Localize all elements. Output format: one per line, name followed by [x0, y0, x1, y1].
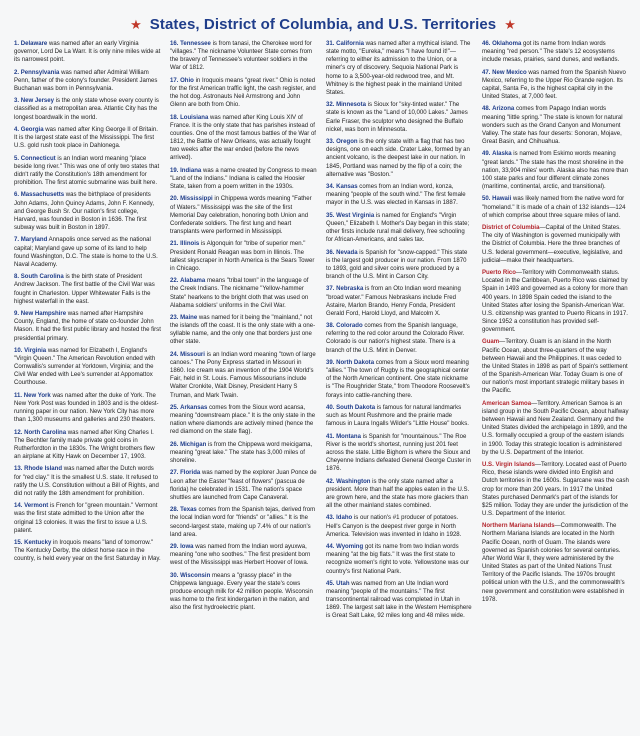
entry — [482, 461, 629, 518]
entry-name: Washington — [336, 478, 371, 485]
entry — [14, 392, 161, 425]
entry — [482, 40, 629, 64]
entry-number: 41. — [326, 433, 335, 440]
entry — [170, 441, 317, 465]
entry-number: 47. — [482, 69, 491, 76]
entry-text: was named by the explorer Juan Ponce de Leon after the Easter "feast of flowers" (pascua de florida) he celebrated in 1531. The nation's space shuttles are launched from Cape Canaveral. — [170, 470, 317, 501]
entry — [170, 277, 317, 310]
entry — [170, 404, 317, 437]
entry-name: Michigan — [180, 441, 207, 448]
entry-name: Wyoming — [336, 544, 364, 551]
entry — [170, 351, 317, 400]
entry-text: was named from the Spanish Nuevo Mexico, referring to the Upper Rio Grande region. Its capital, Santa Fe, is the highest capital city in the United States, at 7,000 feet. — [482, 69, 626, 101]
entry-name: Wisconsin — [180, 572, 211, 579]
entry-text: is the only state whose every county is classified as a metropolitan area. Atlantic City has the longest boardwalk in the world. — [14, 98, 159, 121]
entry-text: was named from the Indian word ayuxwa, meaning "one who soothes." The first president born west of the Mississippi was Herbert Hoover of Iowa. — [170, 544, 311, 567]
entry-name: Nebraska — [336, 286, 364, 293]
entry — [326, 433, 473, 474]
entry-number: 19. — [170, 167, 179, 174]
entry-number: 24. — [170, 351, 179, 358]
entry-name: Kentucky — [24, 540, 52, 547]
entry-text: in Iroquois means "land of tomorrow." The Kentucky Derby, the oldest horse race in the country, is held every year on the first Saturday in May. — [14, 540, 161, 563]
entry-name: Minnesota — [336, 102, 366, 109]
entry — [482, 69, 629, 102]
title-row — [14, 10, 632, 38]
entry-number: 6. — [14, 192, 20, 199]
entry-name: Hawaii — [492, 196, 512, 203]
entry-name: Massachusetts — [20, 192, 65, 199]
entry-text: is named from Eskimo words meaning "great lands." The state has the most shoreline in the nation, 33,904 miles' worth. Alaska also has more than 100 state parks and four different climate zones (maritime, continental, arctic, and transitional). — [482, 151, 629, 191]
entry-number: 10. — [14, 347, 23, 354]
entry-name: South Dakota — [336, 404, 376, 411]
entry-text: —Territory. Guam is an island in the North Pacific Ocean, about three-quarters of the way between Hawaii and the Philippines. It was ceded to the United States in 1898 as part of Spain's settlement of the Spanish-American War. Today Guam is one of our nation's most important strategic military bases in the Pacific. — [482, 339, 628, 395]
entry-text: is named for England's "Virgin Queen," Elizabeth I. Mother's Day began in this state; other firsts include rural mail delivery, free schooling for African-Americans, and sales tax. — [326, 212, 470, 244]
entry — [14, 273, 161, 306]
entry-text: was named after Hampshire County, England, the home of state co-founder John Mason. It had the first public library and hosted the first presidential primary. — [14, 311, 161, 342]
entry — [14, 236, 161, 269]
entry-name: Colorado — [336, 323, 363, 330]
entry — [170, 114, 317, 163]
entry-text: —Commonwealth. The Northern Mariana Islands are located in the North Pacific Ocean, north of Guam. The islands were governed as Spanish colonies for several centuries. After World War II, they were administered by the United States as part of the United Nations Trust Territory of the Pacific Islands. The 1970s brought political union with the U.S., and the commonwealth's new government and constitution were established in 1978. — [482, 523, 625, 603]
entry-name: Utah — [336, 580, 350, 587]
entry-number: 46. — [482, 41, 491, 47]
entry — [482, 269, 629, 334]
entry-number: 32. — [326, 102, 335, 109]
entry-number: 18. — [170, 114, 179, 121]
star-right-icon: ★ — [504, 16, 516, 32]
entry-text: —Territory with Commonwealth status. Located in the Caribbean, Puerto Rico was claimed by Spain in 1493 and governed as a colony for more than 400 years. In 1898 Spain ceded the island to the United States after losing the Spanish-American War. U.S. citizenship was granted to Puerto Ricans in 1917. Since 1952 a constitution has provided self-government. — [482, 270, 628, 334]
entry-name: California — [336, 41, 364, 47]
entry-name: Guam — [482, 339, 500, 346]
entry — [482, 195, 629, 219]
entry-text: is the only state with a flag that has two designs, one on each side. Crater Lake, formed by an ancient volcano, is the deepest lake in our nation. In 1845, Portland was named by the flip of a coin; the alternative was "Boston." — [326, 139, 470, 178]
entry-text: comes from the Spanish tejas, derived from the local Indian word for "friends" or "allies." It is the second-largest state, making up 7.4% of our nation's land area. — [170, 507, 316, 538]
entry-name: Virginia — [24, 347, 47, 354]
entry-number: 37. — [326, 286, 335, 293]
entry-text: —Territory. American Samoa is an island group in the South Pacific Ocean, about halfway between Hawaii and New Zealand. Germany and the United States divided the archipelago in 1899, and the U.S. formally occupied a group of the eastern islands in 1900. Today this strategic location is administered by the U.S. Department of the Interior. — [482, 400, 629, 456]
entry — [14, 69, 161, 93]
entry-number: 3. — [14, 98, 20, 105]
entry-text: was named after King George II of Britain. It is the largest state east of the Mississippi. The first U.S. gold rush took place in Dahlonega. — [14, 126, 158, 150]
entry-name: Vermont — [24, 503, 49, 510]
entry-number: 50. — [482, 196, 491, 203]
entry — [14, 155, 161, 188]
entry — [170, 314, 317, 347]
entry-text: is Algonquin for "tribe of superior men." President Ronald Reagan was born in Illinois. The tallest skyscraper in North America is the Sears Tower in Chicago. — [170, 241, 315, 272]
entry-text: is French for "green mountain." Vermont was the first state admitted to the Union after the original 13 colonies. It was the first to issue a U.S. patent. — [14, 503, 158, 534]
entry-name: Texas — [180, 507, 197, 514]
entry-name: North Dakota — [336, 359, 375, 366]
entry-name: Maryland — [20, 237, 48, 244]
entry-name: Illinois — [180, 241, 200, 248]
entry-number: 11. — [14, 392, 23, 399]
entry-number: 2. — [14, 69, 20, 76]
entry — [326, 249, 473, 282]
entry-text: was named for Elizabeth I, England's "Virgin Queen." The American Revolution ended with Cornwallis's surrender at Yorktown, Virginia; and the Civil War ended with Lee's surrender at Appomattox Courthouse. — [14, 347, 156, 387]
entry-number: 39. — [326, 359, 335, 366]
entry-number: 25. — [170, 404, 179, 411]
column-2 — [170, 40, 317, 625]
entry-name: Arkansas — [180, 404, 208, 411]
entry-number: 17. — [170, 77, 179, 84]
entry-number: 49. — [482, 151, 491, 158]
entry-number: 29. — [170, 544, 179, 551]
entry-number: 15. — [14, 540, 23, 547]
column-1 — [14, 40, 161, 625]
entry-number: 16. — [170, 41, 179, 47]
entry-name: Florida — [180, 470, 201, 477]
entry-number: 23. — [170, 315, 179, 321]
entry-name: New York — [23, 392, 51, 399]
entry-number: 40. — [326, 404, 335, 411]
entry-number: 38. — [326, 323, 335, 330]
entry — [170, 469, 317, 502]
entry — [326, 478, 473, 511]
entry — [14, 502, 161, 535]
entry-number: 28. — [170, 507, 179, 514]
entry-name: Arizona — [492, 106, 515, 113]
entry — [170, 506, 317, 539]
entry-text: is famous for natural landmarks such as Mount Rushmore and the prairie made famous in Laura Ingalls Wilder's "Little House" books. — [326, 404, 469, 428]
entry — [14, 191, 161, 232]
entry-text: is the birth state of President Andrew Jackson. The first battle of the Civil War was fought in Charleston. Upper Whitewater Falls is the highest waterfall in the east. — [14, 274, 155, 305]
entry-number: 12. — [14, 429, 23, 436]
entry — [482, 105, 629, 146]
entry-name: Rhode Island — [24, 466, 63, 473]
entry — [326, 543, 473, 576]
entry-text: comes from an Indian word, konza, meaning "people of the south wind." The first female mayor in the U.S. was elected in Kansas in 1887. — [326, 184, 466, 207]
entry-text: comes from the Spanish language, referring to the red color around the Colorado River. Colorado is our nation's highest state. There is a branch of the U.S. Mint in Denver. — [326, 323, 465, 354]
entry-text: is from tanasi, the Cherokee word for "villages." The nickname Volunteer State comes from the bravery of Tennessee's volunteer soldiers in the War of 1812. — [170, 41, 312, 72]
entry-text: was named for it being the "mainland," not the islands off the coast. It is the only state with a one-syllable name, and the only one that borders just one other state. — [170, 315, 316, 346]
entry-number: 21. — [170, 241, 179, 248]
entry-text: means a "grassy place" in the Chippewa language. Every year the state's cows produce enough milk for 42 million people. Wisconsin was home to the first kindergarten in the nation, and also the first hydroelectric plant. — [170, 572, 313, 612]
entry-text: comes from Papago Indian words meaning "little spring." The state is known for natural wonders such as the Grand Canyon and Monument Valley. The state has four deserts: Sonoran, Mojave, Great Basin, and Chihuahua. — [482, 106, 623, 146]
entry-name: New Jersey — [20, 98, 55, 105]
entry — [326, 359, 473, 400]
entry — [326, 40, 473, 97]
entry-text: means "tribal town" in the language of the Creek Indians. The nickname "Yellow-hammer State" hearkens to the bright cloth that was used on Alabama soldiers' uniforms in the Civil War. — [170, 278, 309, 309]
entry-name: Georgia — [20, 126, 44, 133]
entry-name: Connecticut — [20, 155, 56, 162]
entry — [170, 543, 317, 567]
entry-number: 8. — [14, 274, 20, 281]
entry — [482, 522, 629, 604]
entry-name: Alaska — [492, 151, 512, 158]
entry-name: New Hampshire — [20, 311, 67, 318]
entry — [14, 539, 161, 563]
entry-name: U.S. Virgin Islands — [482, 462, 535, 469]
entry-number: 9. — [14, 311, 20, 318]
columns — [14, 40, 632, 625]
entry-text: comes from the Sioux word acansa, meaning "downstream place." It is the only state in the nation where diamonds are actively mined (hence the red diamond on the state flag). — [170, 404, 316, 436]
entry-name: Missouri — [180, 351, 205, 358]
entry-number: 5. — [14, 155, 20, 162]
entry-number: 48. — [482, 106, 491, 113]
entry-name: Louisiana — [180, 114, 209, 121]
entry-number: 13. — [14, 466, 23, 473]
entry — [170, 240, 317, 273]
entry-name: West Virginia — [336, 212, 375, 219]
entry-name: Mississippi — [180, 196, 213, 203]
entry-name: Northern Mariana Islands — [482, 523, 555, 530]
entry-text: was named after the Dutch words for "red clay." It is the smallest U.S. state. It refused to ratify the U.S. Constitution without a Bill of Rights, and did not ratify the 18th amendment for prohibition. — [14, 466, 159, 497]
entry-number: 14. — [14, 503, 23, 510]
entry-text: was named after the duke of York. The New York Post was founded in 1803 and is the oldest-running paper in our nation. New York City has more than 1,300 museums and galleries and 230 theaters. — [14, 392, 159, 424]
entry-number: 4. — [14, 126, 20, 133]
entry-name: Pennsylvania — [20, 69, 60, 76]
entry-number: 22. — [170, 278, 179, 285]
entry-name: Indiana — [180, 167, 202, 174]
entry-text: is the only state named after a president. More than half the apples eaten in the U.S. are grown here, and the state has more glaciers than all the other mainland states combined. — [326, 478, 470, 510]
entry — [170, 572, 317, 613]
entry-number: 7. — [14, 237, 20, 244]
entry — [326, 212, 473, 245]
entry-text: was likely named from the native word for "homeland." It is made of a chain of 132 islands—124 of which comprise about three square miles of land. — [482, 196, 626, 219]
entry-number: 34. — [326, 184, 335, 191]
entry-number: 35. — [326, 212, 335, 219]
entry — [482, 150, 629, 191]
entry-name: Ohio — [180, 77, 194, 84]
entry-text: got its name from two Indian words meaning "at the big flats." It was the first state to recognize women's right to vote. Yellowstone was our country's first National Park. — [326, 544, 469, 575]
entry — [14, 429, 161, 462]
entry-name: District of Columbia — [482, 225, 540, 232]
entry — [326, 101, 473, 134]
entry-text: is our nation's #1 producer of potatoes. Hell's Canyon is the deepest river gorge in North America. Television was invented in Idaho in 1928. — [326, 515, 462, 538]
entry-text: Annapolis once served as the national capital; Maryland gave up some of its land to help found Washington, D.C. The state is home to the U.S. Naval Academy. — [14, 237, 158, 268]
entry-number: 27. — [170, 470, 179, 477]
entry-text: is Sioux for "sky-tinted water." The state is known as the "Land of 10,000 Lakes." James Earle Fraser, the sculptor who designed the Buffalo nickel, was born in Minnesota. — [326, 102, 468, 133]
page-title: States, District of Columbia, and U.S. Territories — [149, 15, 497, 33]
entry-text: was a name created by Congress to mean "Land of the Indians." Indiana is called the Hoosier State, taken from a poem written in the 1930s. — [170, 167, 317, 191]
entry-number: 36. — [326, 249, 335, 256]
entry-text: is Spanish for "snow-capped." This state is the largest gold producer in our nation. From 1870 to 1893, gold and silver coins were produced by a branch of the U.S. Mint in Carson City. — [326, 249, 468, 280]
entry — [326, 322, 473, 355]
entry-number: 33. — [326, 139, 335, 146]
entry-number: 26. — [170, 441, 179, 448]
entry — [14, 40, 161, 64]
entry-number: 43. — [326, 515, 335, 522]
entry-name: Idaho — [336, 515, 353, 522]
entry-text: was named after an early Virginia governor, Lord De La Warr. It is only nine miles wide at its narrowest point. — [14, 41, 161, 64]
entry-text: is from an Oto Indian word meaning "broad water." Famous Nebraskans include Fred Astaire, Marlon Brando, Henry Fonda, President Gerald Ford, Harold Lloyd, and Malcolm X. — [326, 286, 461, 317]
entry-text: was named after a mythical island. The state motto, "Eureka," means "I have found it!"—referring to either its admission to the Union, or a miner's cry of discovery. Sequoia National Park is home to a 3,500-year-old redwood tree, and Mt. Whitney is the highest peak in the mainland United States. — [326, 41, 471, 96]
entry-text: —Territory. Located east of Puerto Rico, these islands were divided into English and Dutch territories in the 1600s. Sugarcane was the cash crop for more than 200 years. In 1917 the United States purchased Denmark's part of the islands for $25 million. Today they are under the jurisdiction of the U.S. Department of the Interior. — [482, 462, 629, 517]
entry-name: Oklahoma — [492, 41, 522, 47]
entry-text: got its name from Indian words meaning "red person." The state's 12 ecosystems include mesas, prairies, sand dunes, and wetlands. — [482, 41, 620, 64]
entry-text: in Iroquois means "great river." Ohio is noted for the first American traffic light, the cash register, and the hot dog. Astronauts Neil Armstrong and John Glenn are both from Ohio. — [170, 77, 316, 109]
entry — [326, 514, 473, 538]
entry — [326, 183, 473, 207]
entry — [14, 465, 161, 498]
entry — [170, 195, 317, 236]
entry-text: comes from a Sioux word meaning "allies." The town of Rugby is the geographical center of the North American continent. One state nickname is "The Roughrider State," from Theodore Roosevelt's forays into cattle-ranching there. — [326, 359, 470, 399]
entry-name: American Samoa — [482, 400, 532, 407]
entry — [170, 40, 317, 73]
entry-name: Kansas — [336, 184, 358, 191]
entry-text: was named after King Charles I. The Bechtler family made private gold coins in Rutherfordton in the 1830s. The Wright brothers flew an airplane at Kitty Hawk on December 17, 1903. — [14, 429, 155, 461]
entry — [482, 338, 629, 395]
entry-name: Oregon — [336, 139, 358, 146]
entry-number: 20. — [170, 196, 179, 203]
entry-name: Iowa — [180, 544, 194, 551]
entry-text: was named from an Ute Indian word meaning "people of the mountains." The first transcontinental railroad was completed in Utah in 1869. The largest salt lake in the Western Hemisphere is Great Salt Lake, 92 miles long and 48 miles wide. — [326, 580, 472, 620]
entry-name: Montana — [336, 433, 361, 440]
entry — [14, 310, 161, 343]
entry-name: New Mexico — [492, 69, 527, 76]
entry — [326, 404, 473, 428]
column-4 — [482, 40, 629, 625]
star-left-icon: ★ — [130, 16, 142, 32]
column-3 — [326, 40, 473, 625]
entry-name: Tennessee — [180, 41, 211, 47]
entry-text: is Spanish for "mountainous." The Roe River is the world's shortest, running just 201 feet across the state. Little Bighorn is where the Sioux and Cheyenne Indians defeated General George Custer in 1876. — [326, 433, 471, 473]
entry-number: 1. — [14, 41, 20, 47]
entry — [170, 167, 317, 191]
entry — [326, 138, 473, 179]
entry-name: Maine — [180, 315, 198, 321]
entry-number: 30. — [170, 572, 179, 579]
entry-text: is an Indian word meaning "town of large canoes." The Pony Express started in Missouri in 1860. Ice cream was an invention of the 1904 World's Fair, held in St. Louis. Famous Missourians include Walter Cronkite, Walt Disney, President Harry S Truman, and Mark Twain. — [170, 351, 316, 399]
entry — [326, 285, 473, 318]
entry — [482, 400, 629, 457]
entry-text: is from the Chippewa word meicigama, meaning "great lake." The state has 3,000 miles of shoreline. — [170, 441, 313, 465]
entry-text: —Capital of the United States. The city of Washington is governed municipally with the District of Columbia. Here the three branches of U.S. federal government—executive, legislative, and judicial—make their headquarters. — [482, 225, 623, 264]
entry — [482, 224, 629, 265]
entry-text: is an Indian word meaning "place beside long river." This was one of only two states that didn't ratify the Constitution's 18th amendment for prohibition. The first atomic submarine was built here. — [14, 155, 160, 187]
entry-text: was the birthplace of presidents John Adams, John Quincy Adams, John F. Kennedy, and George Bush Sr. Our nation's first college, Harvard, was founded in Boston in 1636. The first subway was built in Boston in 1897. — [14, 192, 155, 232]
entry-name: North Carolina — [24, 429, 67, 436]
entry-text: in Chippewa words meaning "Father of Waters." Mississippi was the site of the first Memorial Day celebration, honoring both Union and Confederate soldiers. The first lung and heart transplants were performed in Mississippi. — [170, 196, 312, 236]
entry-number: 42. — [326, 478, 335, 485]
entry-name: Nevada — [336, 249, 358, 256]
entry-name: Delaware — [20, 41, 48, 47]
entry-text: was named after King Louis XIV of France. It is the only state that has parishes instead of counties. One of the most famous battles of the War of 1812, the Battle of New Orleans, was actually fought two weeks after the war ended (before the news arrived). — [170, 114, 316, 162]
entry-name: South Carolina — [20, 274, 64, 281]
entry-number: 31. — [326, 41, 335, 47]
entry — [326, 580, 473, 621]
entry-text: was named after Admiral William Penn, father of the colony's founder. President James Buchanan was born in Pennsylvania. — [14, 69, 158, 92]
entry — [14, 347, 161, 388]
entry — [14, 126, 161, 150]
entry-name: Alabama — [180, 278, 206, 285]
entry — [170, 77, 317, 110]
entry-name: Puerto Rico — [482, 270, 516, 277]
entry-number: 45. — [326, 580, 335, 587]
entry-number: 44. — [326, 544, 335, 551]
entry — [14, 97, 161, 121]
